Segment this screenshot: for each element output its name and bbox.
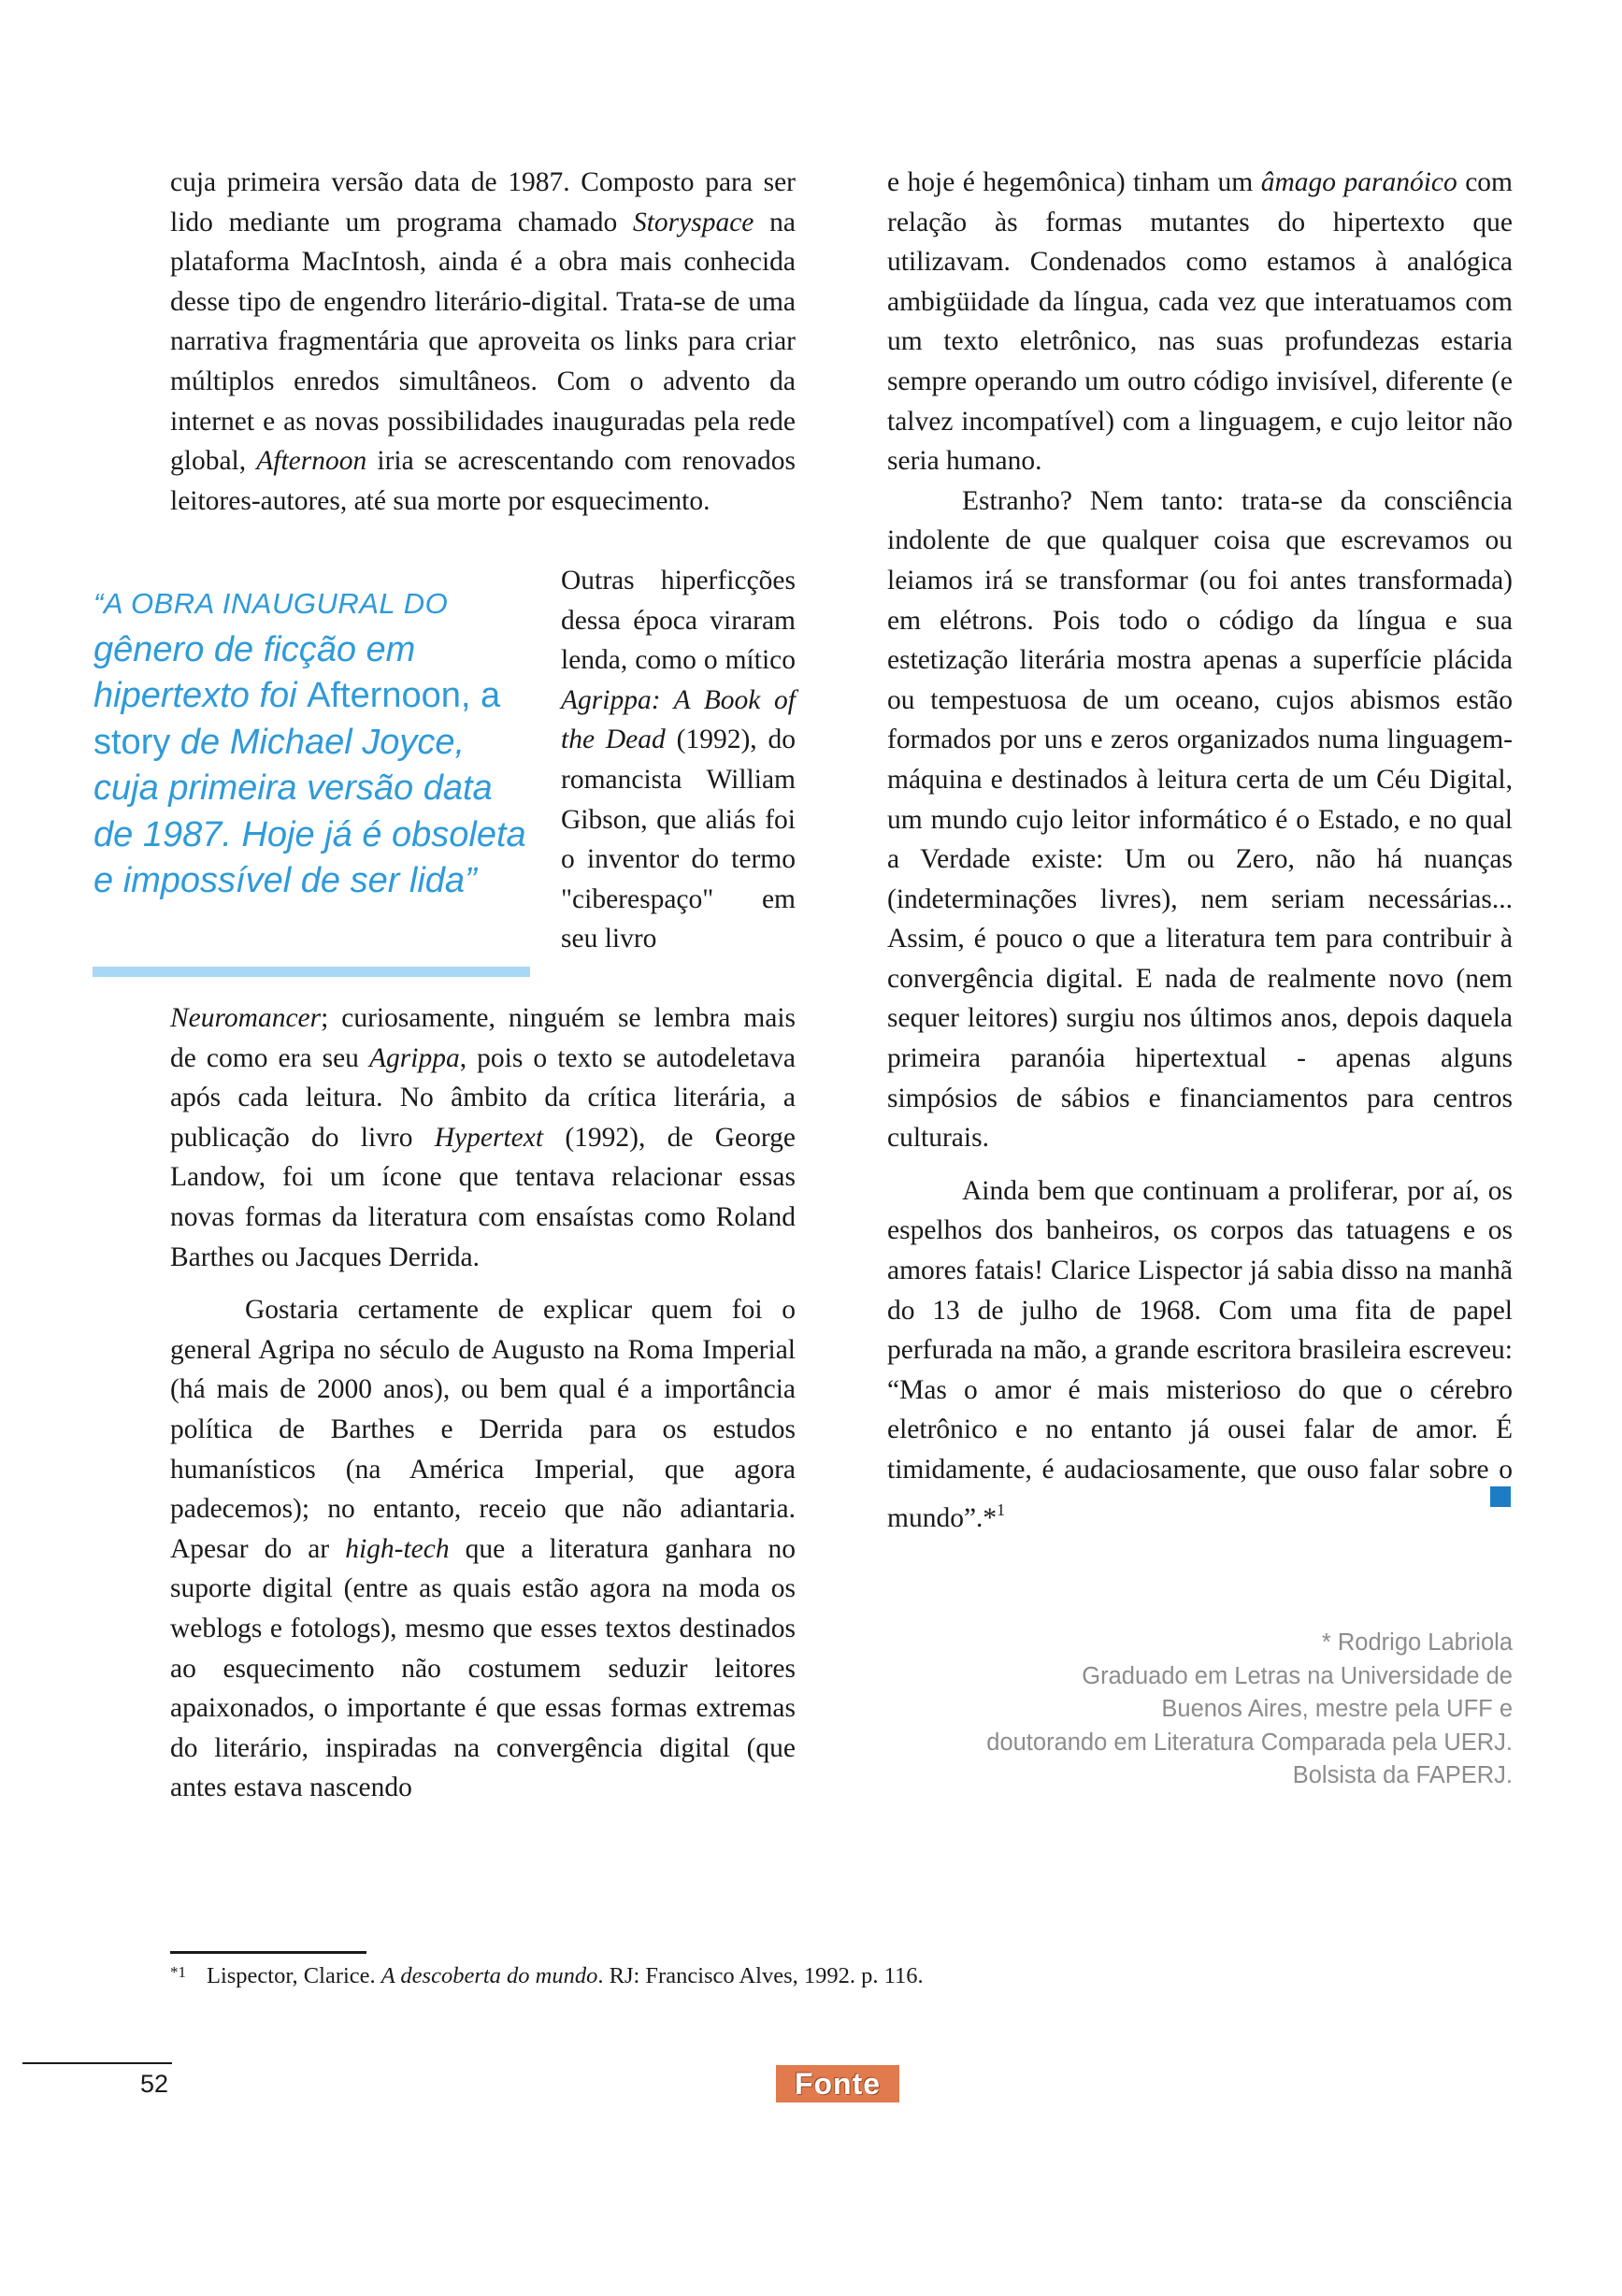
footnote-book-title: A descoberta do mundo	[380, 1963, 598, 1988]
author-bio-line: * Rodrigo Labriola	[1321, 1629, 1513, 1656]
footnote-text-after: . RJ: Francisco Alves, 1992. p. 116.	[597, 1963, 924, 1988]
author-bio-line: doutorando em Literatura Comparada pela UERJ.	[986, 1729, 1513, 1756]
left-bottom-paragraph-1: Neuromancer; curiosamente, ninguém se lembra mais de como era seu Agrippa, pois o texto se autodeletava após cada leitura. No âmbito da crítica literária, a publicação do livro Hypertext (1992), de George Landow, foi um ícone que tentava relacionar essas novas formas da literatura com ensaístas como Roland Barthes ou Jacques Derrida.	[170, 1003, 796, 1272]
footnote-reference: 1	[997, 1500, 1006, 1519]
right-paragraph-2: Estranho? Nem tanto: trata-se da consciência indolente de que qualquer coisa que escrevamos ou leiamos irá se transformar (ou foi antes transformada) em elétrons. Pois todo o código da língua e sua estetização literária mostra apenas a superfície plácida ou tempestuosa de um oceano, cujos abismos estão formados por uns e zeros organizados numa linguagem-máquina e destinados à leitura certa de um Céu Digital, um mundo cujo leitor informático é o Estado, e no qual a Verdade existe: Um ou Zero, não há nuanças (indeterminações livres), nem seriam necessárias... Assim, é pouco o que a literatura tem para contribuir à convergência digital. E nada de realmente novo (nem sequer leitores) surgiu nos últimos anos, depois daquela primeira paranóia hipertextual - apenas alguns simpósios de sábios e financiamentos para centros culturais.	[887, 485, 1513, 1154]
pull-quote-caps: “A OBRA INAUGURAL DO	[93, 587, 449, 620]
end-of-article-square	[1490, 1486, 1511, 1507]
left-top-paragraph: cuja primeira versão data de 1987. Composto para ser lido mediante um programa chamado Storyspace na plataforma MacIntosh, ainda é a obra mais conhecida desse tipo de engendro literário-digital. Trata-se de uma narrativa fragmentária que aproveita os links para criar múltiplos enredos simultâneos. Com o advento da internet e as novas possibilidades inauguradas pela rede global, Afternoon iria se acrescentando com renovados leitores-autores, até sua morte por esquecimento.	[170, 167, 796, 516]
footnote-divider	[170, 1951, 366, 1954]
pull-quote	[93, 580, 533, 905]
page-number-rule	[22, 2062, 172, 2064]
author-bio-line: Bolsista da FAPERJ.	[1292, 1762, 1513, 1788]
author-bio-line: Buenos Aires, mestre pela UFF e	[1161, 1696, 1513, 1722]
footnote	[170, 1963, 1292, 1989]
pull-quote-title-b: a story	[93, 676, 501, 762]
pull-quote-text-b: de Michael Joyce, cuja primeira versão data de 1987. Hoje já é obsoleta e impossível de ser lida”	[93, 722, 526, 900]
page-number: 52	[140, 2070, 169, 2098]
pull-quote-bar	[93, 967, 530, 977]
left-bottom-paragraph-2: Gostaria certamente de explicar quem foi o general Agripa no século de Augusto na Roma Imperial (há mais de 2000 anos), ou bem qual é a importância política de Barthes e Derrida para os estudos humanísticos (na América Imperial, que agora padecemos); no entanto, receio que não adiantaria. Apesar do ar high-tech que a literatura ganhara no suporte digital (entre as quais estão agora na moda os weblogs e fotologs), mesmo que esses textos destinados ao esquecimento não costumem seduzir leitores apaixonados, o importante é que essas formas extremas do literário, inspiradas na convergência digital (que antes estava nascendo	[170, 1295, 796, 1803]
pull-quote-title-a: Afternoon,	[307, 676, 471, 715]
left-side-paragraph: Outras hiperficções dessa época viraram lenda, como o mítico Agrippa: A Book of the Dead (1992), do romancista William Gibson, que aliás foi o inventor do termo "ciberespaço" em seu livro	[561, 566, 796, 954]
left-bottom-paragraph-block	[170, 998, 796, 1808]
footnote-text-before: Lispector, Clarice.	[207, 1963, 381, 1988]
footnote-mark: *1	[170, 1963, 186, 1981]
right-paragraph-1: e hoje é hegemônica) tinham um âmago paranóico com relação às formas mutantes do hipertexto que utilizavam. Condenados como estamos à analógica ambigüidade da língua, cada vez que interatuamos com um texto eletrônico, nas suas profundezas estaria sempre operando um outro código invisível, diferente (e talvez incompatível) com a linguagem, e cujo leitor não seria humano.	[887, 167, 1513, 477]
fonte-logo	[776, 2065, 899, 2102]
author-bio	[841, 1627, 1513, 1793]
fonte-logo-text: Fonte	[794, 2066, 882, 2101]
author-bio-line: Graduado em Letras na Universidade de	[1082, 1662, 1513, 1689]
right-column	[887, 163, 1513, 1538]
pull-quote-text-a: gênero de ficção em hipertexto foi	[93, 629, 416, 715]
left-top-paragraph-block	[170, 163, 796, 521]
right-paragraph-3: Ainda bem que continuam a proliferar, por aí, os espelhos dos banheiros, os corpos das tatuagens e os amores fatais! Clarice Lispector já sabia disso na manhã do 13 de julho de 1968. Com uma fita de papel perfurada na mão, a grande escritora brasileira escreveu: “Mas o amor é mais misterioso do que o cérebro eletrônico e no entanto já ousei falar de amor. É timidamente, é audaciosamente, que ouso falar sobre o mundo”.*$^1$	[887, 1175, 1513, 1533]
left-side-paragraph-block	[561, 561, 796, 959]
